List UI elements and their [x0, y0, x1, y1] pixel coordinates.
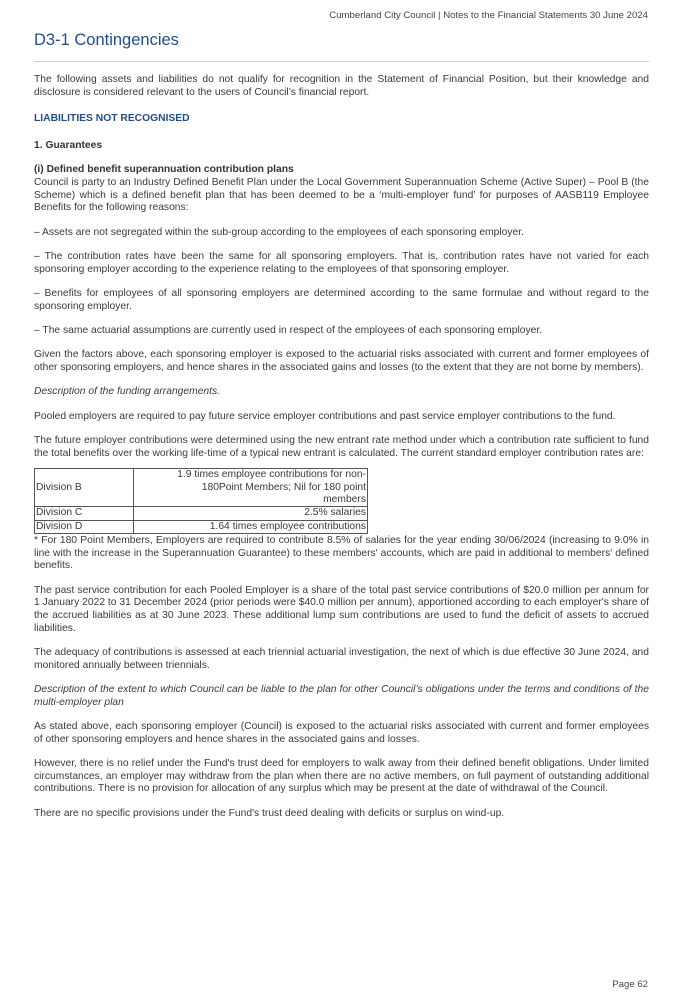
reason-item: – The same actuarial assumptions are currently used in respect of the employees of each sponsoring employer.	[34, 324, 543, 336]
table-row	[35, 507, 368, 520]
section-heading: LIABILITIES NOT RECOGNISED	[34, 113, 190, 125]
defined-benefit-heading: (i) Defined benefit superannuation contribution plans	[34, 164, 294, 176]
division-cell: Division B	[35, 469, 134, 507]
title-divider	[34, 61, 649, 62]
guarantees-heading: 1. Guarantees	[34, 139, 103, 151]
defined-benefit-paragraph: Council is party to an Industry Defined Benefit Plan under the Local Government Superannuation Scheme (Active Super) – Pool B (the Scheme) which is a defined benefit plan that has been deemed to be a ‘multi-employer fund’ for purposes of AASB119 Employee Benefits for the following reasons:	[34, 176, 649, 214]
division-cell: Division D	[35, 520, 134, 533]
rate-cell: 1.9 times employee contributions for non-180Point Members; Nil for 180 point members	[134, 469, 368, 507]
running-header: Cumberland City Council | Notes to the Financial Statements 30 June 2024	[329, 10, 648, 21]
reason-item: – The contribution rates have been the same for all sponsoring employers. That is, contribution rates have not varied for each sponsoring employer according to the experience relating to the employees of that sponsoring employer.	[34, 250, 649, 275]
rate-cell: 1.64 times employee contributions	[134, 520, 368, 533]
future-contributions-paragraph: The future employer contributions were determined using the new entrant rate method under which a contribution rate sufficient to fund the total benefits over the working life-time of a typical new entrant is calculated. The current standard employer contribution rates are:	[34, 435, 649, 459]
rate-cell: 2.5% salaries	[134, 507, 368, 520]
no-provisions-paragraph: There are no specific provisions under the Fund's trust deed dealing with deficits or surplus on wind-up.	[34, 807, 505, 819]
division-cell: Division C	[35, 507, 134, 520]
pooled-employers-paragraph: Pooled employers are required to pay future service employer contributions and past service employer contributions to the fund.	[34, 410, 616, 422]
table-row	[35, 520, 368, 533]
funding-heading: Description of the funding arrangements.	[34, 386, 221, 398]
stated-above-paragraph: As stated above, each sponsoring employer (Council) is exposed to the actuarial risks associated with current and former employees of other sponsoring employers and hence shares in the associated gains and losses.	[34, 721, 649, 745]
contribution-rates-table	[34, 468, 368, 534]
liability-heading: Description of the extent to which Council can be liable to the plan for other Council’s obligations under the terms and conditions of the multi-employer plan	[34, 684, 649, 708]
adequacy-paragraph: The adequacy of contributions is assessed at each triennial actuarial investigation, the next of which is due effective 30 June 2024, and monitored annually between triennials.	[34, 647, 649, 671]
page-title: D3-1 Contingencies	[34, 31, 179, 49]
table-row	[35, 469, 368, 507]
reason-item: – Benefits for employees of all sponsoring employers are determined according to the same formulae and without regard to the sponsoring employer.	[34, 287, 649, 312]
document-body	[34, 74, 649, 832]
intro-paragraph: The following assets and liabilities do not qualify for recognition in the Statement of Financial Position, but their knowledge and disclosure is considered relevant to the users of Council’s financial report.	[34, 74, 649, 98]
given-factors-paragraph: Given the factors above, each sponsoring employer is exposed to the actuarial risks associated with current and former employees of other sponsoring employers, and hence shares in the associated gains and losses (to the extent that they are not borne by members).	[34, 349, 649, 373]
footnote-paragraph: * For 180 Point Members, Employers are required to contribute 8.5% of salaries for the year ending 30/06/2024 (increasing to 9.0% in line with the increase in the Superannuation Guarantee) to these members' accounts, which are paid in additional to members' defined benefits.	[34, 535, 649, 572]
past-service-paragraph: The past service contribution for each Pooled Employer is a share of the total past service contributions of $20.0 million per annum for 1 January 2022 to 31 December 2024 (prior periods were $40.0 million per annum), apportioned according to each employer's share of the accrued liabilities as at 30 June 2023. These additional lump sum contributions are used to fund the deficit of assets to accrued liabilities.	[34, 584, 649, 634]
page-number: Page 62	[612, 979, 648, 990]
reason-item: – Assets are not segregated within the sub-group according to the employees of each sponsoring employer.	[34, 226, 524, 238]
no-relief-paragraph: However, there is no relief under the Fund's trust deed for employers to walk away from their defined benefit obligations. Under limited circumstances, an employer may withdraw from the plan when there are no active members, on full payment of outstanding additional contributions. There is no provision for allocation of any surplus which may be present at the date of withdrawal of the Council.	[34, 757, 649, 795]
